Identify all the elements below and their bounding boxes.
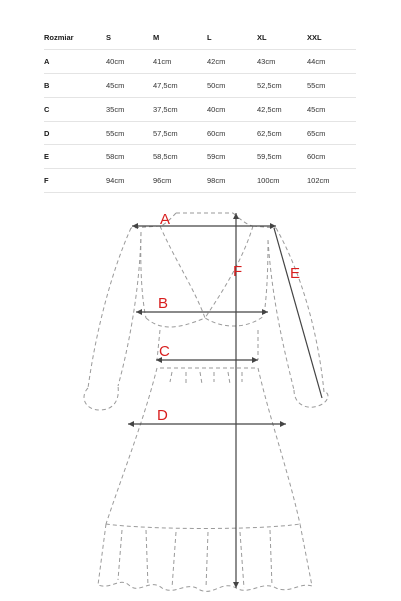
measure-key: D <box>44 121 106 145</box>
measure-key: A <box>44 49 106 73</box>
dress-wrap-right <box>205 226 253 318</box>
table-cell: 41cm <box>153 49 207 73</box>
dress-diagram-svg <box>0 196 401 601</box>
measurement-arrows <box>128 213 286 588</box>
table-cell: 59cm <box>207 145 257 169</box>
table-cell: 44cm <box>307 49 356 73</box>
measure-key: C <box>44 97 106 121</box>
dress-hem-folds <box>118 530 272 588</box>
header-xl: XL <box>257 26 307 49</box>
label-f: F <box>233 263 243 280</box>
table-cell: 40cm <box>207 97 257 121</box>
label-c: C <box>159 343 170 360</box>
table-cell: 94cm <box>106 169 153 193</box>
header-xxl: XXL <box>307 26 356 49</box>
dress-cuff-right <box>294 390 328 407</box>
table-cell: 62,5cm <box>257 121 307 145</box>
dress-gathers <box>170 372 242 384</box>
dress-bodice-right <box>264 240 268 316</box>
dress-sleeve-left-outer <box>88 228 131 388</box>
table-cell: 55cm <box>106 121 153 145</box>
table-cell: 40cm <box>106 49 153 73</box>
table-cell: 60cm <box>207 121 257 145</box>
dress-hem-ruffle <box>98 524 312 591</box>
header-s: S <box>106 26 153 49</box>
table-cell: 35cm <box>106 97 153 121</box>
table-cell: 98cm <box>207 169 257 193</box>
table-cell: 45cm <box>307 97 356 121</box>
header-size: Rozmiar <box>44 26 106 49</box>
dress-skirt-left <box>106 368 157 524</box>
table-row <box>44 169 356 193</box>
table-cell: 59,5cm <box>257 145 307 169</box>
measure-line-e <box>274 228 322 398</box>
dress-sleeve-left-inner <box>118 232 141 386</box>
table-row <box>44 73 356 97</box>
table-cell: 55cm <box>307 73 356 97</box>
table-cell: 57,5cm <box>153 121 207 145</box>
dress-bodice-left <box>141 232 146 318</box>
dress-skirt-seam <box>106 524 300 529</box>
measure-key: E <box>44 145 106 169</box>
table-cell: 65cm <box>307 121 356 145</box>
label-a: A <box>160 211 171 228</box>
table-cell: 96cm <box>153 169 207 193</box>
table-cell: 102cm <box>307 169 356 193</box>
label-d: D <box>157 407 168 424</box>
header-m: M <box>153 26 207 49</box>
table-row <box>44 97 356 121</box>
table-row <box>44 121 356 145</box>
measure-key: B <box>44 73 106 97</box>
table-cell: 60cm <box>307 145 356 169</box>
table-cell: 58,5cm <box>153 145 207 169</box>
table-row <box>44 145 356 169</box>
table-cell: 42cm <box>207 49 257 73</box>
dress-sleeve-right-outer <box>276 228 324 392</box>
label-e: E <box>290 265 301 282</box>
table-cell: 42,5cm <box>257 97 307 121</box>
table-cell: 43cm <box>257 49 307 73</box>
dress-bust-ruffle <box>146 316 264 327</box>
table-cell: 100cm <box>257 169 307 193</box>
table-row <box>44 49 356 73</box>
measure-key: F <box>44 169 106 193</box>
size-chart-table <box>44 26 356 193</box>
table-cell: 58cm <box>106 145 153 169</box>
dress-cuff-left <box>84 386 118 410</box>
table-cell: 52,5cm <box>257 73 307 97</box>
size-chart-header-row <box>44 26 356 49</box>
dress-sleeve-right-inner <box>268 240 294 390</box>
table-cell: 50cm <box>207 73 257 97</box>
header-l: L <box>207 26 257 49</box>
dress-measurement-diagram <box>0 196 401 601</box>
table-cell: 47,5cm <box>153 73 207 97</box>
label-b: B <box>158 295 169 312</box>
table-cell: 45cm <box>106 73 153 97</box>
table-cell: 37,5cm <box>153 97 207 121</box>
